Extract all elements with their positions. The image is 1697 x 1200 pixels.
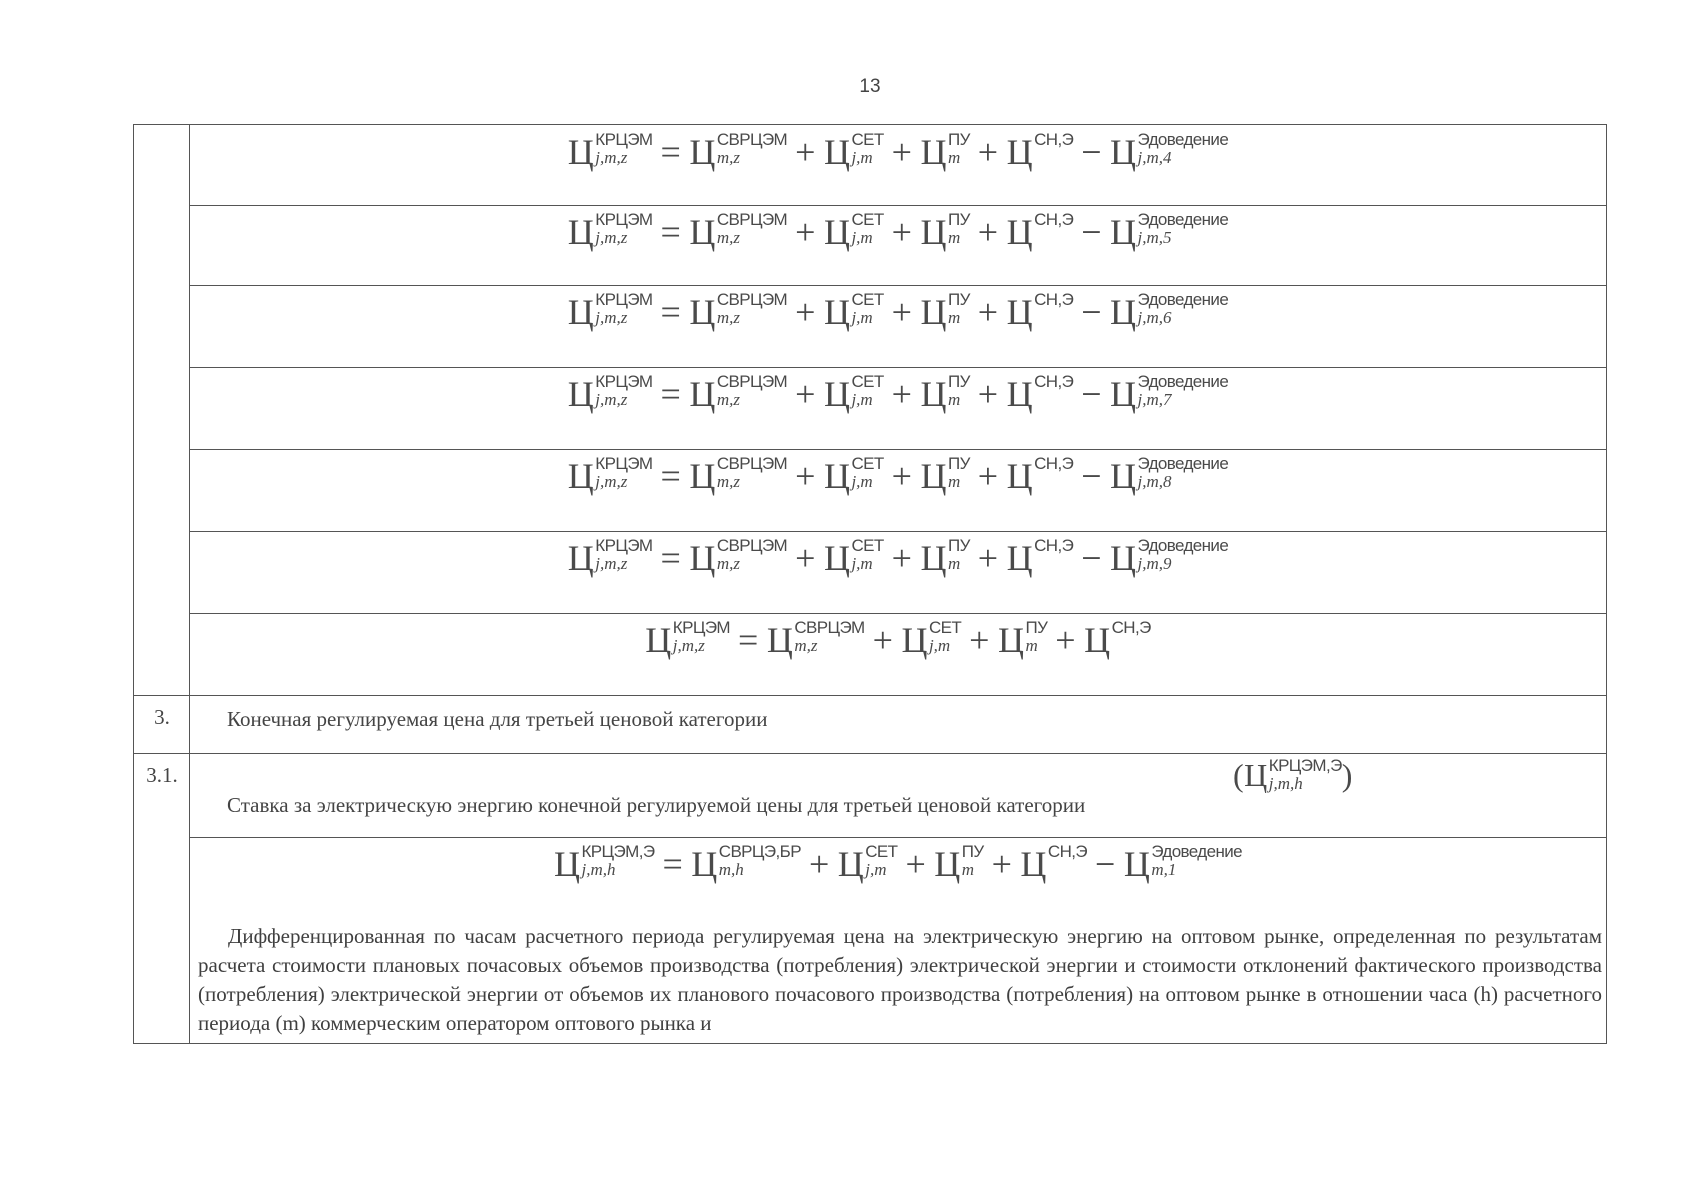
formula: Ц КРЦЭМ,Э j,m,h = Ц СВРЦЭ,БР m,h + Ц СЕТ j,m + Ц ПУ m + Ц СН,Э − Ц Эдоведение m,1: [554, 842, 1242, 884]
formula: Ц КРЦЭМ j,m,z = Ц СВРЦЭМ m,z + Ц СЕТ j,m + Ц ПУ m + Ц СН,Э − Ц Эдоведение j,m,4: [567, 130, 1229, 172]
section-subheading: Ставка за электрическую энергию конечной регулируемой цены для третьей ценовой категории: [227, 793, 1086, 817]
formula-row: [190, 449, 1606, 533]
formula: Ц КРЦЭМ j,m,z = Ц СВРЦЭМ m,z + Ц СЕТ j,m + Ц ПУ m + Ц СН,Э − Ц Эдоведение j,m,5: [567, 210, 1229, 252]
formula-row: [190, 205, 1606, 289]
number-column: [134, 125, 190, 1043]
formula-row: [190, 125, 1606, 209]
formula-row: [190, 285, 1606, 369]
row-number: 3.1.: [146, 763, 178, 787]
page-number: 13: [859, 76, 881, 97]
section-heading: Конечная регулируемая цена для третьей ценовой категории: [227, 707, 768, 731]
formula: Ц КРЦЭМ j,m,z = Ц СВРЦЭМ m,z + Ц СЕТ j,m + Ц ПУ m + Ц СН,Э − Ц Эдоведение j,m,8: [567, 454, 1229, 496]
formula-symbol: ( Ц КРЦЭМ,Э j,m,h ): [1233, 756, 1353, 793]
description-paragraph: Дифференцированная по часам расчетного периода регулируемая цена на электрическую энергию на оптовом рынке, определенная по результатам расчета стоимости плановых почасовых объемов производства (потребления) электрической энергии и стоимости отклонений фактического производства (потребления) электрической энергии от объемов их планового почасового производства (потребления) на оптовом рынке в отношении часа (h) расчетного периода (m) коммерческим оператором оптового рынка и: [198, 924, 1602, 1035]
formula: Ц КРЦЭМ j,m,z = Ц СВРЦЭМ m,z + Ц СЕТ j,m + Ц ПУ m + Ц СН,Э − Ц Эдоведение j,m,9: [567, 536, 1229, 578]
formula-row: [190, 613, 1606, 697]
row-divider: [134, 753, 1606, 754]
formula-row: [190, 837, 1606, 921]
formula: Ц КРЦЭМ j,m,z = Ц СВРЦЭМ m,z + Ц СЕТ j,m + Ц ПУ m + Ц СН,Э: [645, 618, 1151, 660]
formula: Ц КРЦЭМ j,m,z = Ц СВРЦЭМ m,z + Ц СЕТ j,m + Ц ПУ m + Ц СН,Э − Ц Эдоведение j,m,7: [567, 372, 1229, 414]
formula: Ц КРЦЭМ j,m,z = Ц СВРЦЭМ m,z + Ц СЕТ j,m + Ц ПУ m + Ц СН,Э − Ц Эдоведение j,m,6: [567, 290, 1229, 332]
formula-row: [190, 367, 1606, 451]
row-number: 3.: [154, 705, 170, 729]
tariff-table: [133, 124, 1607, 1044]
formula-row: [190, 531, 1606, 615]
